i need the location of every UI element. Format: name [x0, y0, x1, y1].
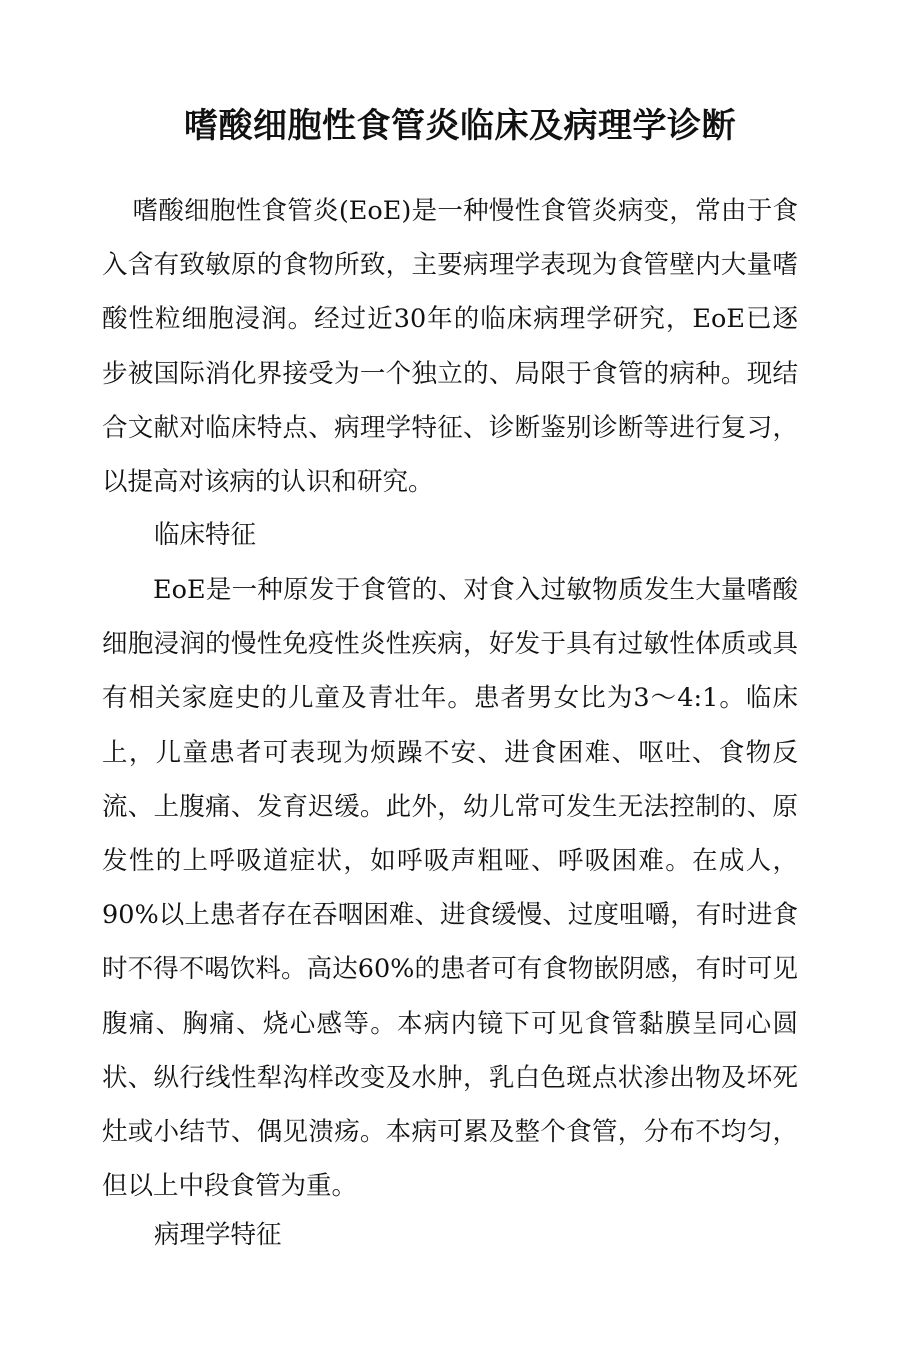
document-title: 嗜酸细胞性食管炎临床及病理学诊断 — [184, 105, 736, 146]
section-heading-clinical-features: 临床特征 — [154, 520, 257, 550]
section-heading-pathology-features: 病理学特征 — [154, 1220, 282, 1250]
intro-paragraph: 嗜酸细胞性食管炎(EoE)是一种慢性食管炎病变，常由于食入含有致敏原的食物所致，主要病理学表现为食管壁内大量嗜酸性粒细胞浸润。经过近30年的临床病理学研究，EoE已逐步被国际消化界接受为一个独立的、局限于食管的病种。现结合文献对临床特点、病理学特征、诊断鉴别诊断等进行复习，以提高对该病的认识和研究。 — [102, 196, 798, 498]
clinical-features-paragraph: EoE是一种原发于食管的、对食入过敏物质发生大量嗜酸细胞浸润的慢性免疫性炎性疾病，好发于具有过敏性体质或具有相关家庭史的儿童及青壮年。患者男女比为3～4:1。临床上，儿童患者可表现为烦躁不安、进食困难、呕吐、食物反流、上腹痛、发育迟缓。此外，幼儿常可发生无法控制的、原发性的上呼吸道症状，如呼吸声粗哑、呼吸困难。在成人，90%以上患者存在吞咽困难、进食缓慢、过度咀嚼，有时进食时不得不喝饮料。高达60%的患者可有食物嵌阴感，有时可见腹痛、胸痛、烧心感等。本病内镜下可见食管黏膜呈同心圆状、纵行线性犁沟样改变及水肿，乳白色斑点状渗出物及坏死灶或小结节、偶见溃疡。本病可累及整个食管，分布不均匀，但以上中段食管为重。 — [102, 575, 798, 1202]
